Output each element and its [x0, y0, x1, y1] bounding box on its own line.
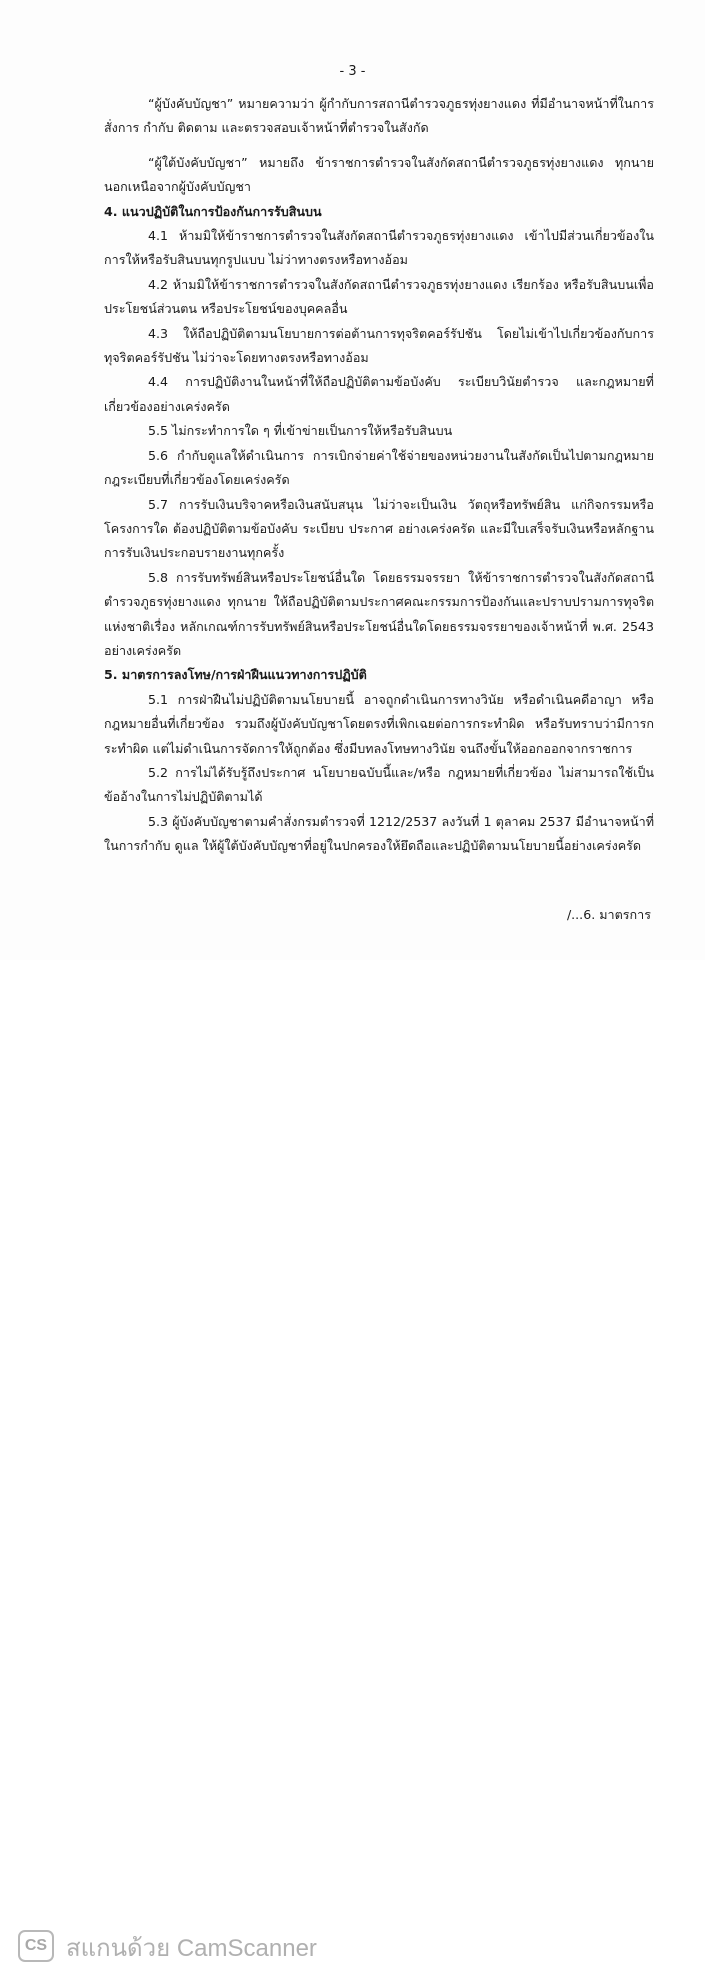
next-page-reference: /...6. มาตรการ	[566, 907, 651, 922]
paragraph-5-5: 5.5 ไม่กระทำการใด ๆ ที่เข้าข่ายเป็นการให้หรือรับสินบน	[148, 423, 453, 439]
paragraph-5-1: 5.1 การฝ่าฝืนไม่ปฏิบัติตามนโยบายนี้ อาจถูกดำเนินการทางวินัย หรือดำเนินคดีอาญา หรือกฎหมายอื่นที่เกี่ยวข้อง รวมถึงผู้บังคับบัญชาโดยตรงที่เพิกเฉยต่อการกระทำผิด หรือรับทราบว่ามีการกระทำผิด แต่ไม่ดำเนินการจัดการให้ถูกต้อง ซึ่งมีบทลงโทษทางวินัย จนถึงขั้นให้ออกออกจากราชการ	[104, 691, 654, 756]
section-heading-5: 5. มาตรการลงโทษ/การฝ่าฝืนแนวทางการปฏิบัติ	[104, 667, 367, 683]
section-heading-4: 4. แนวปฏิบัติในการป้องกันการรับสินบน	[104, 203, 322, 219]
paragraph-5-6: 5.6 กำกับดูแลให้ดำเนินการ การเบิกจ่ายค่าใช้จ่ายของหน่วยงานในสังกัดเป็นไปตามกฎหมาย กฎระเบียบที่เกี่ยวข้องโดยเคร่งครัด	[104, 447, 654, 488]
paragraph-4-1: 4.1 ห้ามมิให้ข้าราชการตำรวจในสังกัดสถานีตำรวจภูธรทุ่งยางแดง เข้าไปมีส่วนเกี่ยวข้องในการให้หรือรับสินบนทุกรูปแบบ ไม่ว่าทางตรงหรือทางอ้อม	[104, 228, 654, 268]
paragraph-4-4: 4.4 การปฏิบัติงานในหน้าที่ให้ถือปฏิบัติตามข้อบังคับ ระเบียบวินัยตำรวจ และกฎหมายที่เกี่ยวข้องอย่างเคร่งครัด	[104, 374, 654, 414]
document-page	[0, 0, 705, 960]
paragraph-5-8: 5.8 การรับทรัพย์สินหรือประโยชน์อื่นใด โดยธรรมจรรยา ให้ข้าราชการตำรวจในสังกัดสถานีตำรวจภูธรทุ่งยางแดง ทุกนาย ให้ถือปฏิบัติตามประกาศคณะกรรมการป้องกันและปราบปรามการทุจริตแห่งชาติเรื่อง หลักเกณฑ์การรับทรัพย์สินหรือประโยชน์อื่นใดโดยธรรมจรรยาของเจ้าหน้าที่ พ.ศ. 2543 อย่างเคร่งครัด	[104, 569, 654, 658]
paragraph-subordinate-definition: “ผู้ใต้บังคับบัญชา” หมายถึง ข้าราชการตำรวจในสังกัดสถานีตำรวจภูธรทุ่งยางแดง ทุกนาย นอกเหนือจากผู้บังคับบัญชา	[104, 154, 654, 195]
paragraph-4-3: 4.3 ให้ถือปฏิบัติตามนโยบายการต่อต้านการทุจริตคอร์รัปชัน โดยไม่เข้าไปเกี่ยวข้องกับการทุจริตคอร์รัปชัน ไม่ว่าจะโดยทางตรงหรือทางอ้อม	[104, 325, 654, 366]
page-number: - 3 -	[339, 64, 366, 79]
paragraph-4-2: 4.2 ห้ามมิให้ข้าราชการตำรวจในสังกัดสถานีตำรวจภูธรทุ่งยางแดง เรียกร้อง หรือรับสินบนเพื่อประโยชน์ส่วนตน หรือประโยชน์ของบุคคลอื่น	[104, 276, 654, 317]
paragraph-5-3: 5.3 ผู้บังคับบัญชาตามคำสั่งกรมตำรวจที่ 1212/2537 ลงวันที่ 1 ตุลาคม 2537 มีอำนาจหน้าที่ในการกำกับ ดูแล ให้ผู้ใต้บังคับบัญชาที่อยู่ในปกครองให้ยึดถือและปฏิบัติตามนโยบายนี้อย่างเคร่งครัด	[104, 813, 654, 854]
paragraph-5-7: 5.7 การรับเงินบริจาคหรือเงินสนับสนุน ไม่ว่าจะเป็นเงิน วัตถุหรือทรัพย์สิน แก่กิจกรรมหรือโครงการใด ต้องปฏิบัติตามข้อบังคับ ระเบียบ ประกาศ อย่างเคร่งครัด และมีใบเสร็จรับเงินหรือหลักฐานการรับเงินประกอบรายงานทุกครั้ง	[104, 496, 654, 561]
paragraph-commander-definition: “ผู้บังคับบัญชา” หมายความว่า ผู้กำกับการสถานีตำรวจภูธรทุ่งยางแดง ที่มีอำนาจหน้าที่ในการสั่งการ กำกับ ติดตาม และตรวจสอบเจ้าหน้าที่ตำรวจในสังกัด	[104, 96, 654, 136]
camscanner-watermark-text: สแกนด้วย CamScanner	[66, 1935, 317, 1962]
document-body	[104, 92, 654, 859]
camscanner-logo-icon: CS	[18, 1930, 54, 1962]
paragraph-5-2: 5.2 การไม่ได้รับรู้ถึงประกาศ นโยบายฉบับนี้และ/หรือ กฎหมายที่เกี่ยวข้อง ไม่สามารถใช้เป็นข้ออ้างในการไม่ปฏิบัติตามได้	[104, 764, 654, 805]
scanner-watermark	[0, 960, 705, 1962]
